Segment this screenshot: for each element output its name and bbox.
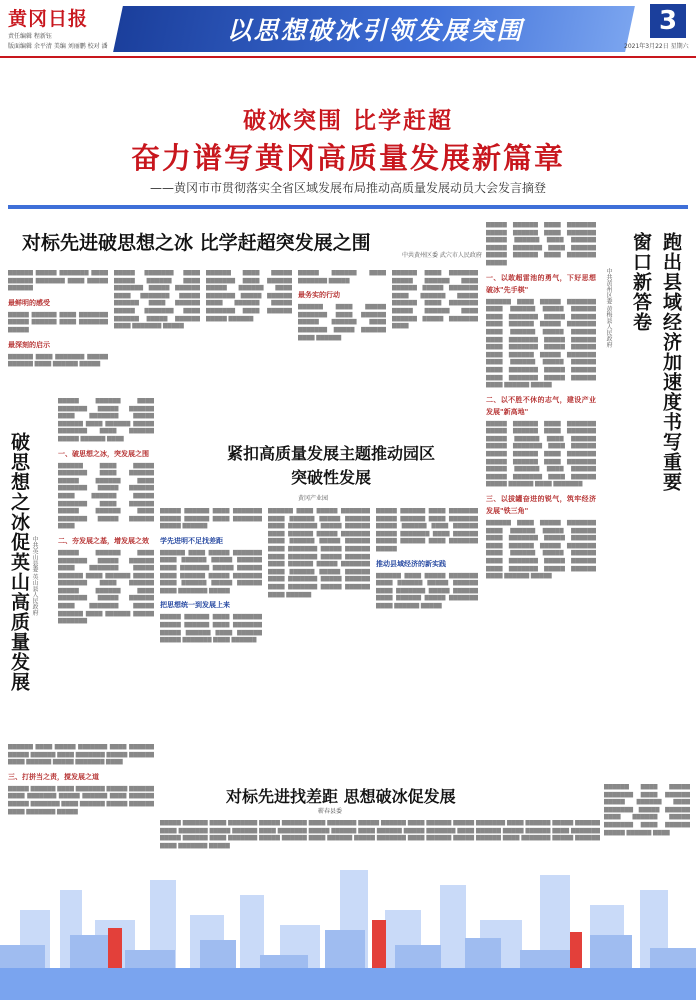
body-text: ▇▇▇▇▇ ▇▇▇▇▇▇ ▇▇▇▇ ▇▇▇▇▇▇▇ ▇▇▇▇▇ ▇▇▇▇▇▇ ▇▇▇▇ ▇▇▇▇▇▇▇ ▇▇▇▇▇ ▇▇▇▇▇▇ ▇▇▇▇ ▇▇▇▇▇▇ ▇▇▇▇▇ ▇▇▇▇▇▇▇ ▇▇▇▇ ▇▇▇▇▇▇ xyxy=(160,614,262,644)
banner-title: 以思想破冰引领发展突围 xyxy=(226,16,524,45)
body-text: ▇▇▇▇▇▇ ▇▇▇▇ ▇▇▇▇▇ ▇▇▇▇▇▇▇ ▇▇▇▇ ▇▇▇▇▇▇ ▇▇▇▇▇ ▇▇▇▇▇▇ ▇▇▇▇ ▇▇▇▇▇▇▇ ▇▇▇▇▇ ▇▇▇▇▇▇ ▇▇▇▇ ▇▇▇▇▇▇ ▇▇▇▇▇ ▇▇▇▇▇▇▇ ▇▇▇▇ ▇▇▇▇▇▇ ▇▇▇▇▇ ▇▇▇▇▇▇ ▇▇▇▇ ▇▇▇▇▇▇▇ ▇▇▇▇▇ xyxy=(160,549,262,594)
body-text: ▇▇▇▇▇ ▇▇▇▇▇▇ ▇▇▇▇ ▇▇▇▇▇▇▇ ▇▇▇▇▇ ▇▇▇▇▇▇ ▇▇▇▇ ▇▇▇▇▇▇▇ ▇▇▇▇▇ ▇▇▇▇▇▇ ▇▇▇▇ ▇▇▇▇▇▇ ▇▇▇▇▇ ▇▇▇▇▇▇▇ ▇▇▇▇ ▇▇▇▇▇▇ ▇▇▇▇▇ ▇▇▇▇▇▇ ▇▇▇▇ ▇▇▇▇▇▇▇ ▇▇▇▇▇ xyxy=(8,785,154,815)
article2-title: 跑出县域经济加速度书写重要窗口新答卷 xyxy=(630,232,682,492)
section-heading: 三、以拔罐奋进的锐气，筑牢经济发展"铁三角" xyxy=(486,495,596,516)
section-heading: 推动县域经济的新实践 xyxy=(376,559,446,568)
lead-headline: 奋力谱写黄冈高质量发展新篇章 xyxy=(130,141,565,175)
body-text: ▇▇▇▇▇ ▇▇▇▇▇▇ ▇▇▇▇ ▇▇▇▇▇▇▇ ▇▇▇▇▇ ▇▇▇▇▇▇ ▇▇▇▇ ▇▇▇▇▇▇▇ ▇▇▇▇▇ ▇▇▇▇▇▇ ▇▇▇▇ ▇▇▇▇▇▇ ▇▇▇▇▇ ▇▇▇▇▇▇▇ ▇▇▇▇ ▇▇▇▇▇▇ ▇▇▇▇▇ ▇▇▇▇▇▇ ▇▇▇▇ ▇▇▇▇▇▇▇ ▇▇▇▇▇ xyxy=(376,508,478,552)
article1-title: 对标先进破思想之冰 比学赶超突发展之围 xyxy=(22,232,371,254)
article1-column-4 xyxy=(298,270,386,388)
lead-subtitle: ——黄冈市市贯彻落实全省区域发展布局推动高质量发展动员大会发言摘登 xyxy=(149,181,546,195)
issue-date: 2021年3月22日 星期六 xyxy=(624,43,689,50)
article1-column-2 xyxy=(114,270,200,388)
article5-byline: 蕲春县委 xyxy=(318,808,343,815)
article2-body xyxy=(486,222,596,832)
body-text: ▇▇▇▇▇▇ ▇▇▇▇ ▇▇▇▇▇ ▇▇▇▇▇▇▇ ▇▇▇▇ ▇▇▇▇▇▇ ▇▇▇▇▇ ▇▇▇▇▇▇ ▇▇▇▇ ▇▇▇▇▇▇▇ ▇▇▇▇▇ ▇▇▇▇▇▇ ▇▇▇▇ ▇▇▇▇▇▇ xyxy=(298,304,386,341)
lead-kicker: 破冰突围 比学赶超 xyxy=(242,107,453,134)
body-text: ▇▇▇▇▇▇ ▇▇▇▇ ▇▇▇▇▇ ▇▇▇▇▇▇▇ ▇▇▇▇ ▇▇▇▇▇▇ ▇▇▇▇▇ ▇▇▇▇▇▇ ▇▇▇▇ ▇▇▇▇▇▇▇ ▇▇▇▇▇ ▇▇▇▇▇▇ ▇▇▇▇ ▇▇▇▇▇▇ ▇▇▇▇▇ ▇▇▇▇▇▇▇ ▇▇▇▇ ▇▇▇▇▇▇ ▇▇▇▇▇ ▇▇▇▇▇▇ ▇▇▇▇ xyxy=(604,784,690,836)
body-text: ▇▇▇▇▇ ▇▇▇▇▇▇ ▇▇▇▇ ▇▇▇▇▇▇▇ ▇▇▇▇▇ ▇▇▇▇▇▇ ▇▇▇▇ ▇▇▇▇▇▇▇ ▇▇▇▇▇ ▇▇▇▇▇▇ ▇▇▇▇ ▇▇▇▇▇▇ ▇▇▇▇▇ ▇▇▇▇▇▇▇ ▇▇▇▇ ▇▇▇▇▇▇ ▇▇▇▇▇ ▇▇▇▇▇▇ ▇▇▇▇ xyxy=(58,398,154,442)
body-text: ▇▇▇▇▇ ▇▇▇▇▇▇ ▇▇▇▇ ▇▇▇▇▇▇▇ ▇▇▇▇▇ ▇▇▇▇▇▇ ▇▇▇▇ ▇▇▇▇▇▇▇ ▇▇▇▇▇ ▇▇▇▇▇▇ ▇▇▇▇ ▇▇▇▇▇▇ ▇▇▇▇▇ ▇▇▇▇▇▇▇ ▇▇▇▇ ▇▇▇▇▇▇ ▇▇▇▇▇ ▇▇▇▇▇▇ ▇▇▇▇ ▇▇▇▇▇▇▇ ▇▇▇▇▇ xyxy=(486,222,596,266)
body-text: ▇▇▇▇▇▇ ▇▇▇▇ ▇▇▇▇▇▇▇ ▇▇▇▇▇ ▇▇▇▇▇▇ ▇▇▇▇ ▇▇▇▇▇▇ ▇▇▇▇▇ ▇▇▇▇▇▇▇ ▇▇▇▇ ▇▇▇▇▇▇ ▇▇▇▇▇ ▇▇▇▇▇▇ ▇▇▇▇ ▇▇▇▇▇▇▇ ▇▇▇▇▇ ▇▇▇▇▇▇ ▇▇▇▇ ▇▇▇▇▇▇ ▇▇▇▇▇ ▇▇▇▇▇▇▇ ▇▇▇▇ xyxy=(392,270,478,330)
body-text: ▇▇▇▇▇ ▇▇▇▇▇▇ ▇▇▇▇ ▇▇▇▇▇▇▇ ▇▇▇▇▇ ▇▇▇▇▇▇ ▇▇▇▇ ▇▇▇▇▇▇▇ ▇▇▇▇▇ ▇▇▇▇▇▇ ▇▇▇▇ ▇▇▇▇▇▇ ▇▇▇▇▇ ▇▇▇▇▇▇▇ ▇▇▇▇ ▇▇▇▇▇▇ ▇▇▇▇▇ ▇▇▇▇▇▇ ▇▇▇▇ ▇▇▇▇▇▇▇ ▇▇▇▇▇ ▇▇▇▇▇▇ ▇▇▇▇ ▇▇▇▇▇▇▇ ▇▇▇▇▇ ▇▇▇▇▇▇ ▇▇▇▇ ▇▇▇▇▇▇ ▇▇▇▇▇ ▇▇▇▇▇▇▇ ▇▇▇▇ ▇▇▇▇▇▇ ▇▇▇▇▇ ▇▇▇▇▇▇ ▇▇▇▇ ▇▇▇▇▇▇▇ xyxy=(486,420,596,488)
article1-column-5 xyxy=(392,270,478,388)
page-number: 3 xyxy=(650,4,686,38)
section-heading: 把思想统一到发展上来 xyxy=(160,601,230,610)
article4-title: 紧扣高质量发展主题推动园区突破性发展 xyxy=(226,444,435,487)
body-text: ▇▇▇▇▇▇ ▇▇▇▇▇ ▇▇▇▇▇▇▇ ▇▇▇▇ ▇▇▇▇▇▇ ▇▇▇▇▇▇▇ ▇▇▇▇ ▇▇▇▇▇ ▇▇▇▇▇▇ xyxy=(8,270,108,292)
article1-byline: 中共黄州区委 武穴市人民政府 xyxy=(402,252,482,259)
section-heading: 一、以敢超雷池的勇气，下好思想破冰"先手棋" xyxy=(486,273,596,294)
body-text: ▇▇▇▇▇▇ ▇▇▇▇ ▇▇▇▇▇▇▇ ▇▇▇▇▇ ▇▇▇▇▇▇ ▇▇▇▇ ▇▇▇▇▇▇ ▇▇▇▇▇ xyxy=(8,353,108,368)
section-heading: 二、以不胜不休的志气，建设产业发展"新高地" xyxy=(486,395,596,416)
newspaper-logo: 黄冈日报 xyxy=(8,8,89,30)
body-text: ▇▇▇▇▇▇ ▇▇▇▇ ▇▇▇▇▇ ▇▇▇▇▇▇▇ ▇▇▇▇ ▇▇▇▇▇▇ ▇▇▇▇▇ ▇▇▇▇▇▇ ▇▇▇▇ ▇▇▇▇▇▇▇ ▇▇▇▇▇ ▇▇▇▇▇▇ ▇▇▇▇ ▇▇▇▇▇▇ ▇▇▇▇▇ ▇▇▇▇▇▇▇ ▇▇▇▇ ▇▇▇▇▇▇ ▇▇▇▇▇ ▇▇▇▇▇▇ xyxy=(206,270,292,322)
article3-byline: 中共英山县委 英山县人民政府 xyxy=(31,536,38,616)
body-text: ▇▇▇▇▇▇ ▇▇▇▇ ▇▇▇▇▇ ▇▇▇▇▇▇▇ ▇▇▇▇ ▇▇▇▇▇▇ ▇▇▇▇▇ ▇▇▇▇▇▇ ▇▇▇▇ ▇▇▇▇▇▇▇ ▇▇▇▇▇ ▇▇▇▇▇▇ ▇▇▇▇ ▇▇▇▇▇▇ ▇▇▇▇▇ ▇▇▇▇▇▇▇ ▇▇▇▇ xyxy=(8,744,154,766)
body-text: ▇▇▇▇▇ ▇▇▇▇▇▇ ▇▇▇▇ ▇▇▇▇▇▇▇ ▇▇▇▇▇ ▇▇▇▇▇▇ ▇▇▇▇ ▇▇▇▇▇▇▇ ▇▇▇▇▇ ▇▇▇▇▇▇ ▇▇▇▇ ▇▇▇▇▇▇ ▇▇▇▇▇ ▇▇▇▇▇▇▇ ▇▇▇▇ ▇▇▇▇▇▇ ▇▇▇▇▇ ▇▇▇▇▇▇ ▇▇▇▇ ▇▇▇▇▇▇▇ ▇▇▇▇▇ ▇▇▇▇▇▇ ▇▇▇▇ ▇▇▇▇▇▇▇ ▇▇▇▇▇ ▇▇▇▇▇▇ ▇▇▇▇ ▇▇▇▇▇▇ ▇▇▇▇▇ ▇▇▇▇▇▇▇ ▇▇▇▇ ▇▇▇▇▇▇ ▇▇▇▇▇ ▇▇▇▇▇▇ ▇▇▇▇ ▇▇▇▇▇▇▇ ▇▇▇▇▇ ▇▇▇▇▇▇ ▇▇▇▇ ▇▇▇▇▇▇▇ ▇▇▇▇▇ ▇▇▇▇▇▇ ▇▇▇▇ ▇▇▇▇▇▇ ▇▇▇▇▇ ▇▇▇▇▇▇▇ ▇▇▇▇ ▇▇▇▇▇▇ ▇▇▇▇▇ ▇▇▇▇▇▇ ▇▇▇▇ ▇▇▇▇▇▇▇ ▇▇▇▇▇ ▇▇▇▇▇▇ ▇▇▇▇ ▇▇▇▇▇▇▇ ▇▇▇▇▇ xyxy=(160,820,600,849)
body-text: ▇▇▇▇▇▇ ▇▇▇▇ ▇▇▇▇▇ ▇▇▇▇▇▇▇ ▇▇▇▇ ▇▇▇▇▇▇ ▇▇▇▇▇ ▇▇▇▇▇▇ ▇▇▇▇ ▇▇▇▇▇▇▇ ▇▇▇▇▇ ▇▇▇▇▇▇ ▇▇▇▇ ▇▇▇▇▇▇ ▇▇▇▇▇ ▇▇▇▇▇▇▇ ▇▇▇▇ ▇▇▇▇▇▇ ▇▇▇▇▇ ▇▇▇▇▇▇ ▇▇▇▇ ▇▇▇▇▇▇▇ ▇▇▇▇▇ ▇▇▇▇▇▇ ▇▇▇▇ ▇▇▇▇▇▇▇ ▇▇▇▇▇ ▇▇▇▇▇▇ ▇▇▇▇ ▇▇▇▇▇▇ ▇▇▇▇▇ ▇▇▇▇▇▇▇ ▇▇▇▇ ▇▇▇▇▇▇ ▇▇▇▇▇ ▇▇▇▇▇▇ ▇▇▇▇ ▇▇▇▇▇▇▇ ▇▇▇▇▇ ▇▇▇▇▇▇ ▇▇▇▇ ▇▇▇▇▇▇▇ ▇▇▇▇▇ ▇▇▇▇▇▇ ▇▇▇▇ ▇▇▇▇▇▇ xyxy=(268,508,370,598)
masthead xyxy=(0,0,696,58)
body-text: ▇▇▇▇▇▇ ▇▇▇▇ ▇▇▇▇▇ ▇▇▇▇▇▇▇ ▇▇▇▇ ▇▇▇▇▇▇ ▇▇▇▇▇ ▇▇▇▇▇▇ ▇▇▇▇ ▇▇▇▇▇▇▇ ▇▇▇▇▇ ▇▇▇▇▇▇ ▇▇▇▇ ▇▇▇▇▇▇ ▇▇▇▇▇ ▇▇▇▇▇▇▇ ▇▇▇▇ ▇▇▇▇▇▇ ▇▇▇▇▇ ▇▇▇▇▇▇ ▇▇▇▇ ▇▇▇▇▇▇▇ ▇▇▇▇▇ ▇▇▇▇▇▇ ▇▇▇▇ xyxy=(58,462,154,530)
article4-byline: 黄冈产业园 xyxy=(298,495,329,502)
article2-byline: 中共黄州区委 黄梅县人民政府 xyxy=(605,268,612,348)
article1-column-3 xyxy=(206,270,292,388)
body-text: ▇▇▇▇▇▇ ▇▇▇▇ ▇▇▇▇▇ ▇▇▇▇▇▇▇ ▇▇▇▇ ▇▇▇▇▇▇ ▇▇▇▇▇ ▇▇▇▇▇▇ ▇▇▇▇ ▇▇▇▇▇▇▇ ▇▇▇▇▇ ▇▇▇▇▇▇ ▇▇▇▇ ▇▇▇▇▇▇ ▇▇▇▇▇ ▇▇▇▇▇▇▇ ▇▇▇▇ ▇▇▇▇▇▇ ▇▇▇▇▇ ▇▇▇▇▇▇ ▇▇▇▇ ▇▇▇▇▇▇▇ ▇▇▇▇▇ ▇▇▇▇▇▇ ▇▇▇▇ ▇▇▇▇▇▇▇ ▇▇▇▇▇ ▇▇▇▇▇▇ ▇▇▇▇ ▇▇▇▇▇▇ ▇▇▇▇▇ xyxy=(486,520,596,580)
article1-column-1 xyxy=(8,270,108,388)
body-text: ▇▇▇▇▇▇ ▇▇▇▇ ▇▇▇▇▇ ▇▇▇▇▇▇▇ ▇▇▇▇ ▇▇▇▇▇▇ ▇▇▇▇▇ ▇▇▇▇▇▇ ▇▇▇▇ ▇▇▇▇▇▇▇ ▇▇▇▇▇ ▇▇▇▇▇▇ ▇▇▇▇ ▇▇▇▇▇▇ ▇▇▇▇▇ ▇▇▇▇▇▇▇ ▇▇▇▇ ▇▇▇▇▇▇ ▇▇▇▇▇ xyxy=(376,572,478,609)
body-text: ▇▇▇▇▇▇ ▇▇▇▇ ▇▇▇▇▇ ▇▇▇▇▇▇▇ ▇▇▇▇ ▇▇▇▇▇▇ ▇▇▇▇▇ ▇▇▇▇▇▇ ▇▇▇▇ ▇▇▇▇▇▇▇ ▇▇▇▇▇ ▇▇▇▇▇▇ ▇▇▇▇ ▇▇▇▇▇▇ ▇▇▇▇▇ ▇▇▇▇▇▇▇ ▇▇▇▇ ▇▇▇▇▇▇ ▇▇▇▇▇ ▇▇▇▇▇▇ ▇▇▇▇ ▇▇▇▇▇▇▇ ▇▇▇▇▇ ▇▇▇▇▇▇ ▇▇▇▇ ▇▇▇▇▇▇▇ ▇▇▇▇▇ ▇▇▇▇▇▇ ▇▇▇▇ ▇▇▇▇▇▇ ▇▇▇▇▇ ▇▇▇▇▇▇▇ ▇▇▇▇ ▇▇▇▇▇▇ ▇▇▇▇▇ ▇▇▇▇▇▇ ▇▇▇▇ ▇▇▇▇▇▇▇ ▇▇▇▇▇ ▇▇▇▇▇▇ ▇▇▇▇ ▇▇▇▇▇▇▇ ▇▇▇▇▇ ▇▇▇▇▇▇ ▇▇▇▇ ▇▇▇▇▇▇ ▇▇▇▇▇ xyxy=(486,298,596,389)
section-divider xyxy=(8,205,688,209)
footer-band xyxy=(0,968,696,1000)
body-text: ▇▇▇▇▇ ▇▇▇▇▇▇ ▇▇▇▇ ▇▇▇▇▇▇▇ ▇▇▇▇▇ ▇▇▇▇▇▇ ▇▇▇▇ ▇▇▇▇▇▇▇ ▇▇▇▇▇ ▇▇▇▇▇▇ xyxy=(160,508,262,530)
article3-body-bottom xyxy=(8,744,154,844)
body-text: ▇▇▇▇▇ ▇▇▇▇▇▇ ▇▇▇▇ ▇▇▇▇▇▇▇ ▇▇▇▇▇ ▇▇▇▇▇▇ ▇▇▇▇ ▇▇▇▇▇▇▇ ▇▇▇▇▇ xyxy=(8,311,108,333)
article3-title: 破思想之冰促英山高质量发展 xyxy=(8,432,30,692)
body-text: ▇▇▇▇▇ ▇▇▇▇▇▇ ▇▇▇▇ ▇▇▇▇▇▇▇ ▇▇▇▇▇ ▇▇▇▇▇▇ ▇▇▇▇ ▇▇▇▇▇▇▇ ▇▇▇▇▇ ▇▇▇▇▇▇ ▇▇▇▇ ▇▇▇▇▇▇ ▇▇▇▇▇ ▇▇▇▇▇▇▇ ▇▇▇▇ ▇▇▇▇▇▇ ▇▇▇▇▇ ▇▇▇▇▇▇ ▇▇▇▇ ▇▇▇▇▇▇▇ ▇▇▇▇▇ ▇▇▇▇▇▇ ▇▇▇▇ ▇▇▇▇▇▇▇ ▇▇▇▇▇ ▇▇▇▇▇▇ ▇▇▇▇ ▇▇▇▇▇▇ ▇▇▇▇▇ ▇▇▇▇▇▇▇ xyxy=(58,549,154,625)
body-text: ▇▇▇▇▇ ▇▇▇▇▇▇ ▇▇▇▇ ▇▇▇▇▇▇▇ ▇▇▇▇▇ xyxy=(298,270,386,284)
section-heading: 学先进明不足找差距 xyxy=(160,536,223,545)
section-heading: 最务实的行动 xyxy=(298,291,340,300)
editor-line: 责任编辑 程新钰 xyxy=(8,33,52,40)
section-heading: 三、打拼当之责，搅发展之道 xyxy=(8,772,99,781)
section-heading: 一、破思想之冰，突发展之围 xyxy=(58,449,149,458)
section-heading: 二、夯发展之基，增发展之效 xyxy=(58,536,149,545)
body-text: ▇▇▇▇▇ ▇▇▇▇▇▇▇ ▇▇▇▇ ▇▇▇▇▇ ▇▇▇▇▇▇ ▇▇▇▇ ▇▇▇▇▇▇▇ ▇▇▇▇▇ ▇▇▇▇▇▇ ▇▇▇▇ ▇▇▇▇▇▇▇ ▇▇▇▇▇ ▇▇▇▇▇▇ ▇▇▇▇ ▇▇▇▇▇▇ ▇▇▇▇▇ ▇▇▇▇▇▇▇ ▇▇▇▇ ▇▇▇▇▇▇ ▇▇▇▇▇ ▇▇▇▇▇▇ ▇▇▇▇ ▇▇▇▇▇▇▇ ▇▇▇▇▇ xyxy=(114,270,200,330)
article5-title: 对标先进找差距 思想破冰促发展 xyxy=(226,787,456,806)
reviewer-line: 版面编辑 余平清 美编 刘丽鹏 校对 潘 xyxy=(8,43,108,50)
section-heading: 最鲜明的感受 xyxy=(8,298,50,307)
section-heading: 最深刻的启示 xyxy=(8,340,50,349)
